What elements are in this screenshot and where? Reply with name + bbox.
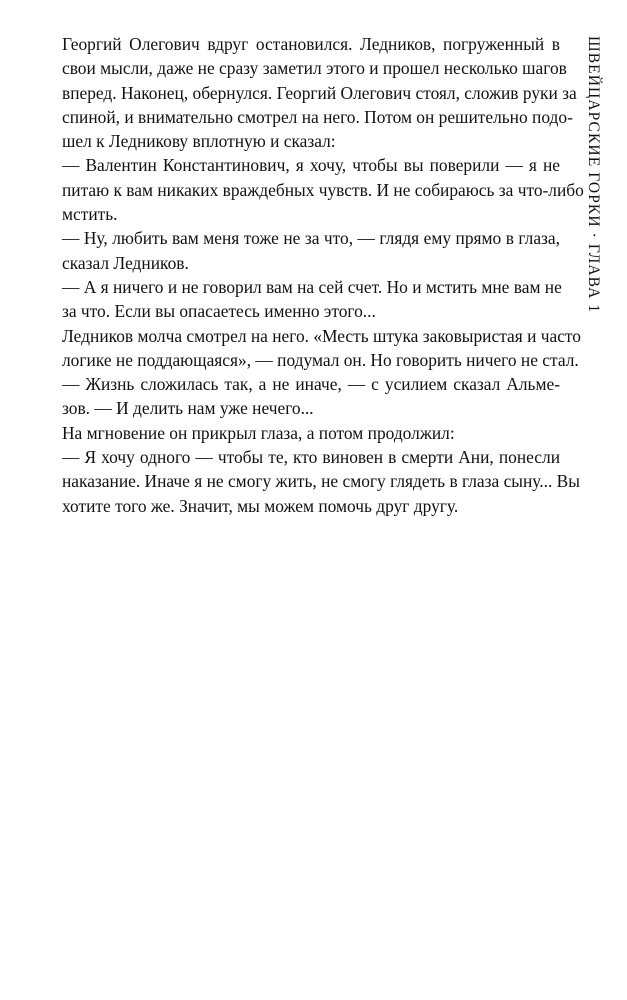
text-line: питаю к вам никаких враждебных чувств. И не собираюсь за что-либо	[62, 179, 584, 200]
text-line: хотите того же. Значит, мы можем помочь друг другу.	[62, 495, 459, 516]
text-line: зов. — И делить нам уже нечего...	[62, 398, 314, 419]
text-line: — Валентин Константинович, я хочу, чтобы вы поверили — я не	[62, 155, 560, 176]
body-text	[62, 32, 584, 518]
text-line: вперед. Наконец, обернулся. Георгий Олегович стоял, сложив руки за	[62, 82, 577, 103]
text-line: наказание. Иначе я не смогу жить, не смогу глядеть в глаза сыну... Вы	[62, 471, 580, 492]
text-line: На мгновение он прикрыл глаза, а потом продолжил:	[62, 422, 455, 443]
text-line: — Жизнь сложилась так, а не иначе, — с усилием сказал Альме-	[62, 374, 560, 395]
running-head: ШВЕЙЦАРСКИЕ ГОРКИ · ГЛАВА 1	[585, 36, 602, 314]
text-line: сказал Ледников.	[62, 252, 189, 273]
text-line: шел к Ледникову вплотную и сказал:	[62, 131, 336, 152]
text-line: за что. Если вы опасаетесь именно этого...	[62, 301, 376, 322]
text-line: — Ну, любить вам меня тоже не за что, — глядя ему прямо в глаза,	[62, 228, 560, 249]
text-line: логике не поддающаяся», — подумал он. Но говорить ничего не стал.	[62, 349, 579, 370]
text-line: — Я хочу одного — чтобы те, кто виновен в смерти Ани, понесли	[62, 447, 560, 468]
text-line: Георгий Олегович вдруг остановился. Ледников, погруженный в	[62, 34, 560, 54]
text-line: мстить.	[62, 204, 118, 225]
text-line: спиной, и внимательно смотрел на него. Потом он решительно подо-	[62, 106, 573, 127]
text-line: свои мысли, даже не сразу заметил этого и прошел несколько шагов	[62, 58, 567, 79]
text-line: Ледников молча смотрел на него. «Месть штука заковыристая и часто	[62, 325, 581, 346]
text-line: — А я ничего и не говорил вам на сей счет. Но и мстить мне вам не	[62, 276, 562, 297]
